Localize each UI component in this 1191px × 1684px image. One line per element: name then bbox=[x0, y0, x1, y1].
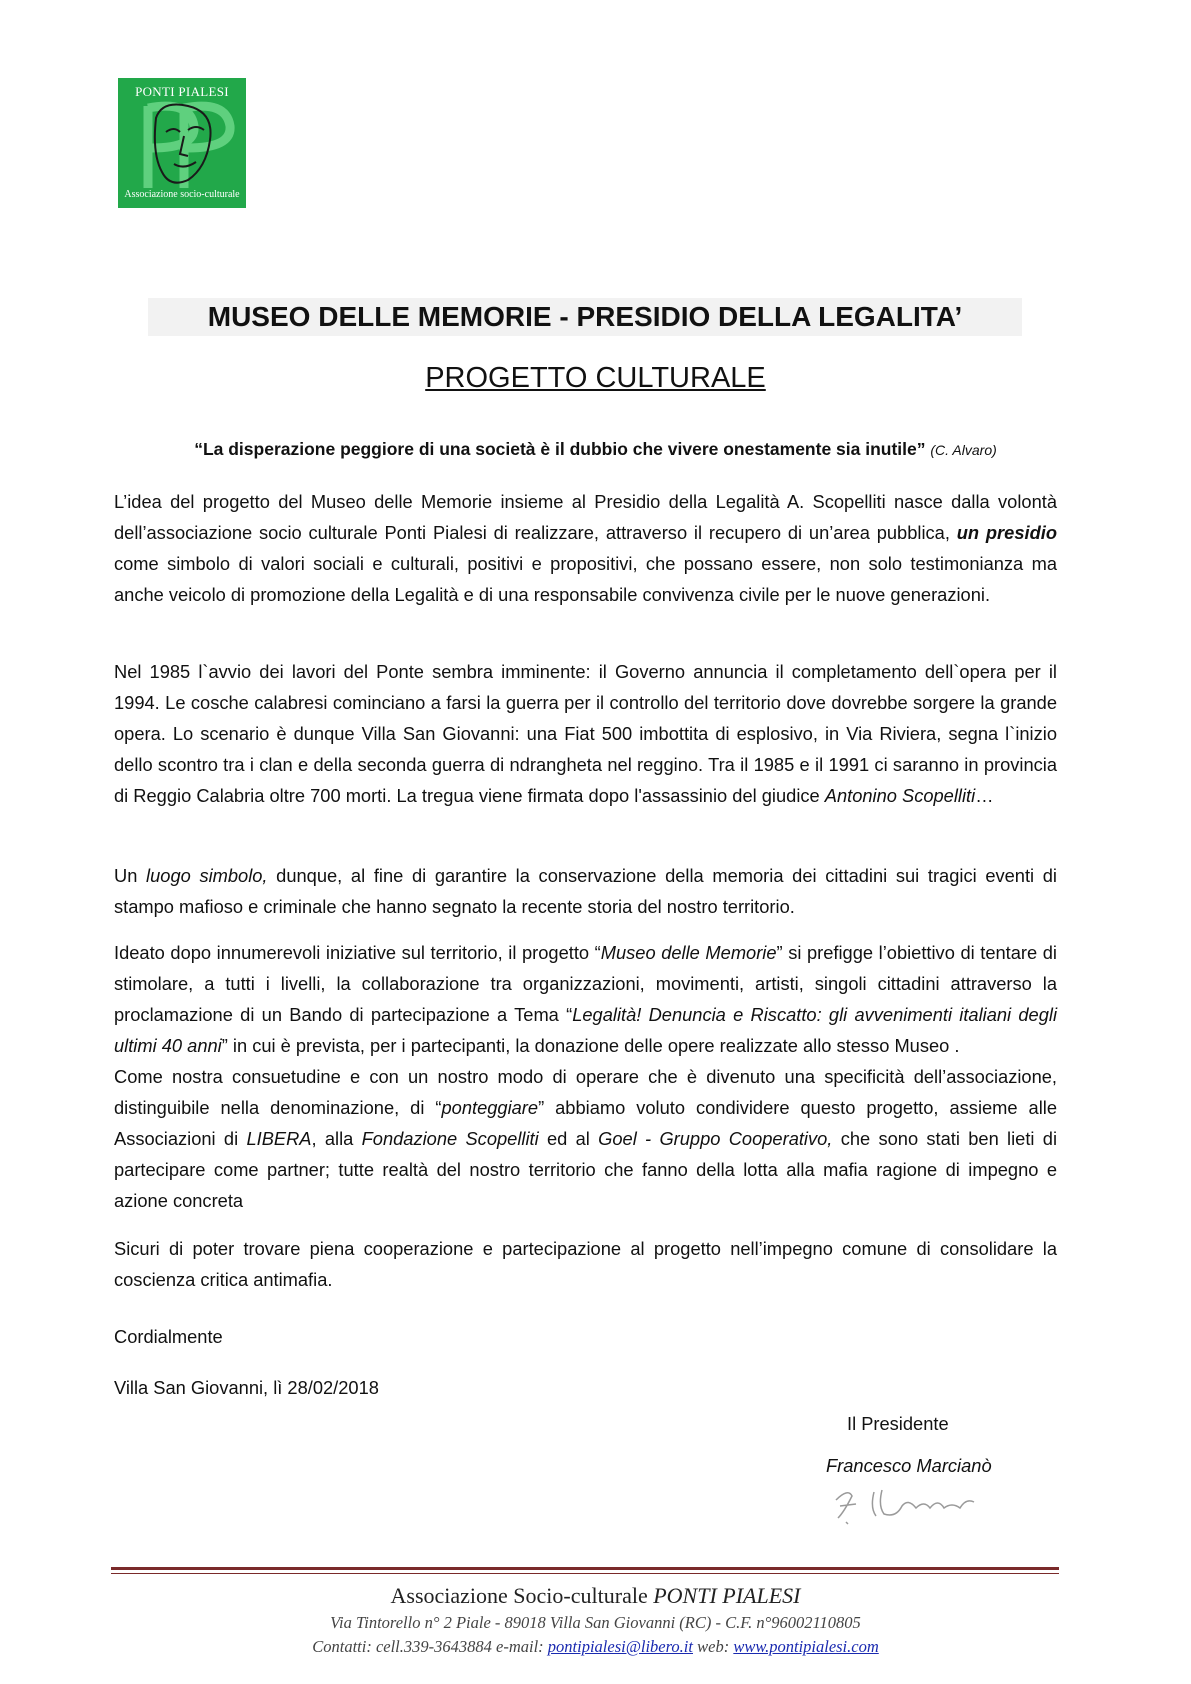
p4-emphasis-ponteggiare: ponteggiare bbox=[441, 1097, 539, 1118]
p2-emphasis: Antonino Scopelliti bbox=[824, 785, 976, 806]
paragraph-symbol bbox=[114, 860, 1057, 922]
paragraph-project bbox=[114, 937, 1057, 1216]
p4-emphasis-theme: Legalità! Denuncia e Riscatto: gli avvenimenti italiani degli ultimi 40 anni bbox=[114, 1004, 1058, 1056]
p4-text-h: ” abbiamo voluto condividere questo progetto, assieme alle Associazioni di bbox=[114, 1097, 1058, 1149]
place-date: Villa San Giovanni, lì 28/02/2018 bbox=[114, 1377, 379, 1398]
p3-text-a: Un bbox=[114, 865, 147, 886]
footer-web-label: web: bbox=[692, 1637, 734, 1656]
p2-text-a: Nel 1985 l`avvio dei lavori del Ponte sembra imminente: il Governo annuncia il completamento dell`opera per il 1994. Le cosche calabresi cominciano a farsi la guerra per il controllo del territorio dove dovrebbe sorgere la grande opera. Lo scenario è dunque Villa San Giovanni: una Fiat 500 imbottita di esplosivo, in Via Riviera, segna l`inizio dello scontro tra i clan e della seconda guerra di ndrangheta nel reggino. Tra il 1985 e il 1991 ci saranno in provincia di Reggio Calabria oltre 700 morti. La tregua viene firmata dopo l'assassinio del giudice bbox=[114, 661, 1057, 806]
logo-face-icon bbox=[118, 96, 246, 191]
p4-text-j: , alla bbox=[311, 1128, 362, 1149]
epigraph-quote bbox=[120, 437, 1071, 462]
p1-text-c: come simbolo di valori sociali e culturali, positivi e propositivi, che possano essere, non solo testimonianza ma anche veicolo di promozione della Legalità e di una responsabile convivenza civile per le nuove generazioni. bbox=[114, 553, 1057, 605]
p4-emphasis-libera: LIBERA bbox=[246, 1128, 312, 1149]
paragraph-closing: Sicuri di poter trovare piena cooperazione e partecipazione al progetto nell’impegno comune di consolidare la coscienza critica antimafia. bbox=[114, 1238, 1057, 1290]
footer-line1-text: Associazione Socio-culturale bbox=[390, 1583, 654, 1608]
subtitle-text: PROGETTO CULTURALE bbox=[425, 362, 766, 394]
paragraph-idea bbox=[114, 486, 1057, 610]
p4-text-n: che sono stati ben lieti di partecipare come partner; tutte realtà del nostro territorio che fanno della lotta alla mafia ragione di impegno e azione concreta bbox=[114, 1128, 1058, 1211]
p4-emphasis-fondazione: Fondazione Scopelliti bbox=[361, 1128, 539, 1149]
p3-emphasis: luogo simbolo, bbox=[146, 865, 268, 886]
p4-emphasis-goel: Goel - Gruppo Cooperativo, bbox=[598, 1128, 833, 1149]
footer-address: Via Tintorello n° 2 Piale - 89018 Villa San Giovanni (RC) - C.F. n°96002110805 bbox=[330, 1613, 861, 1632]
page-title: MUSEO DELLE MEMORIE - PRESIDIO DELLA LEGALITA’ bbox=[148, 298, 1022, 336]
footer-divider bbox=[111, 1567, 1059, 1570]
page-subtitle bbox=[0, 360, 1191, 396]
salutation: Cordialmente bbox=[114, 1326, 223, 1347]
footer-contacts-text: Contatti: cell.339-3643884 e-mail: bbox=[312, 1637, 548, 1656]
p4-text-c: ” si prefigge l’obiettivo di tentare di stimolare, a tutti i livelli, la collaborazione tra organizzazioni, movimenti, artisti, singoli cittadini attraverso la proclamazione di un Bando di partecipazione a Tema “ bbox=[114, 942, 1057, 1025]
quote-text: “La disperazione peggiore di una società è il dubbio che vivere onestamente sia inutile” bbox=[194, 439, 926, 459]
footer-contacts bbox=[0, 1637, 1191, 1657]
signatory-name: Francesco Marcianò bbox=[826, 1455, 992, 1476]
logo-top-text: PONTI PIALESI bbox=[135, 84, 229, 99]
quote-author: (C. Alvaro) bbox=[930, 442, 997, 458]
footer-line1-name: PONTI PIALESI bbox=[653, 1583, 801, 1608]
association-logo bbox=[118, 78, 246, 208]
p1-text-a: L’idea del progetto del Museo delle Memorie insieme al Presidio della Legalità A. Scopelliti nasce dalla volontà dell’associazione socio culturale Ponti Pialesi di realizzare, attraverso il recupero di un’area pubblica, bbox=[114, 491, 1057, 543]
p4-text-f: Come nostra consuetudine e con un nostro modo di operare che è divenuto una specificità dell’associazione, distinguibile nella denominazione, di “ bbox=[114, 1066, 1057, 1118]
p4-text-e: ” in cui è prevista, per i partecipanti, la donazione delle opere realizzate allo stesso Museo . bbox=[221, 1035, 960, 1056]
email-link[interactable]: pontipialesi@libero.it bbox=[547, 1637, 693, 1656]
logo-bottom-text: Associazione socio-culturale bbox=[124, 189, 240, 200]
p3-text-c: dunque, al fine di garantire la conservazione della memoria dei cittadini sui tragici eventi di stampo mafioso e criminale che hanno segnato la recente storia del nostro territorio. bbox=[114, 865, 1057, 917]
footer-divider-thin bbox=[111, 1573, 1059, 1574]
signatory-role: Il Presidente bbox=[847, 1413, 949, 1434]
p2-text-c: … bbox=[975, 785, 994, 806]
website-link[interactable]: www.pontipialesi.com bbox=[733, 1637, 879, 1656]
p1-emphasis: un presidio bbox=[956, 522, 1057, 543]
p4-emphasis-museum: Museo delle Memorie bbox=[600, 942, 777, 963]
p4-text-l: ed al bbox=[538, 1128, 599, 1149]
footer-association-name bbox=[0, 1583, 1191, 1609]
handwritten-signature bbox=[826, 1478, 986, 1528]
paragraph-history bbox=[114, 656, 1057, 811]
p4-text-a: Ideato dopo innumerevoli iniziative sul territorio, il progetto “ bbox=[114, 942, 601, 963]
